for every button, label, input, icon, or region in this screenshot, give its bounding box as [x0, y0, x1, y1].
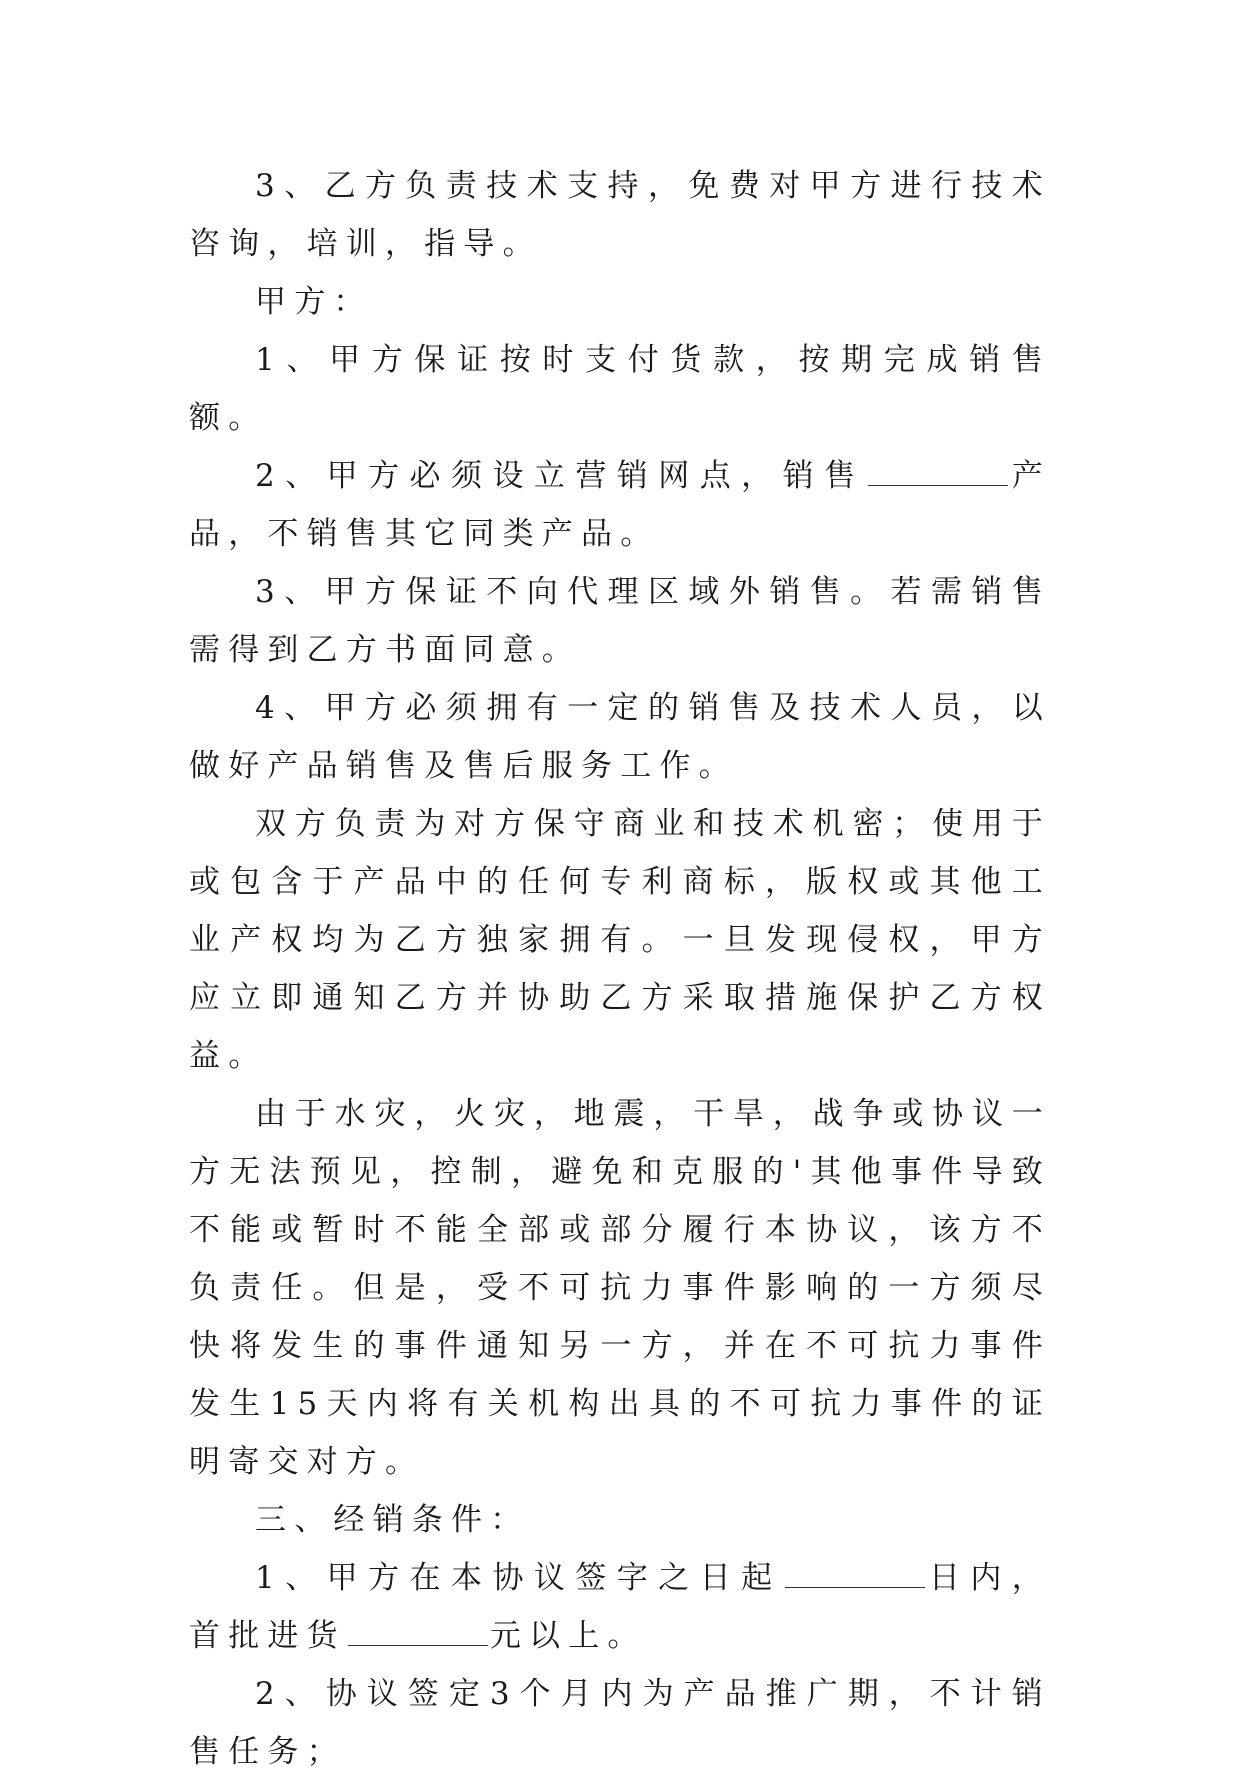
- paragraph-first-order: [189, 1549, 1051, 1665]
- paragraph-party-a-region: 3、甲方保证不向代理区域外销售。若需销售需得到乙方书面同意。: [189, 574, 1051, 668]
- paragraph-tech-support: 3、乙方负责技术支持，免费对甲方进行技术咨询，培训，指导。: [189, 168, 1051, 262]
- paragraph-party-a-outlets: [189, 447, 1051, 563]
- first-order-text-2: 日内，首批进货: [189, 1560, 1051, 1654]
- paragraph-confidentiality: 双方负责为对方保守商业和技术机密；使用于或包含于产品中的任何专利商标，版权或其他工业产权均为乙方独家拥有。一旦发现侵权，甲方应立即通知乙方并协助乙方采取措施保护乙方权益。: [189, 806, 1051, 1074]
- outlets-text-before: 2、甲方必须设立营销网点，销售: [255, 458, 866, 494]
- days-blank: [785, 1561, 925, 1588]
- document-body: [189, 157, 1051, 1781]
- outlets-text-after: 产品，不销售其它同类产品。: [189, 458, 1051, 552]
- amount-blank: [348, 1619, 488, 1646]
- paragraph-party-a-payment: 1、甲方保证按时支付货款，按期完成销售额。: [189, 342, 1051, 436]
- product-name-blank: [868, 459, 1008, 486]
- paragraph-party-a-heading: 甲方：: [255, 284, 373, 320]
- paragraph-section-three-heading: 三、经销条件：: [255, 1502, 530, 1538]
- paragraph-force-majeure: 由于水灾，火灾，地震，干旱，战争或协议一方无法预见，控制，避免和克服的'其他事件导致不能或暂时不能全部或部分履行本协议，该方不负责任。但是，受不可抗力事件影响的一方须尽快将发生的事件通知另一方，并在不可抗力事件发生15天内将有关机构出具的不可抗力事件的证明寄交对方。: [189, 1096, 1051, 1480]
- first-order-text-3: 元以上。: [489, 1618, 647, 1654]
- paragraph-party-a-staff: 4、甲方必须拥有一定的销售及技术人员，以做好产品销售及售后服务工作。: [189, 690, 1051, 784]
- paragraph-promotion-period: 2、协议签定3个月内为产品推广期，不计销售任务；: [189, 1676, 1051, 1770]
- first-order-text-1: 1、甲方在本协议签字之日起: [255, 1560, 783, 1596]
